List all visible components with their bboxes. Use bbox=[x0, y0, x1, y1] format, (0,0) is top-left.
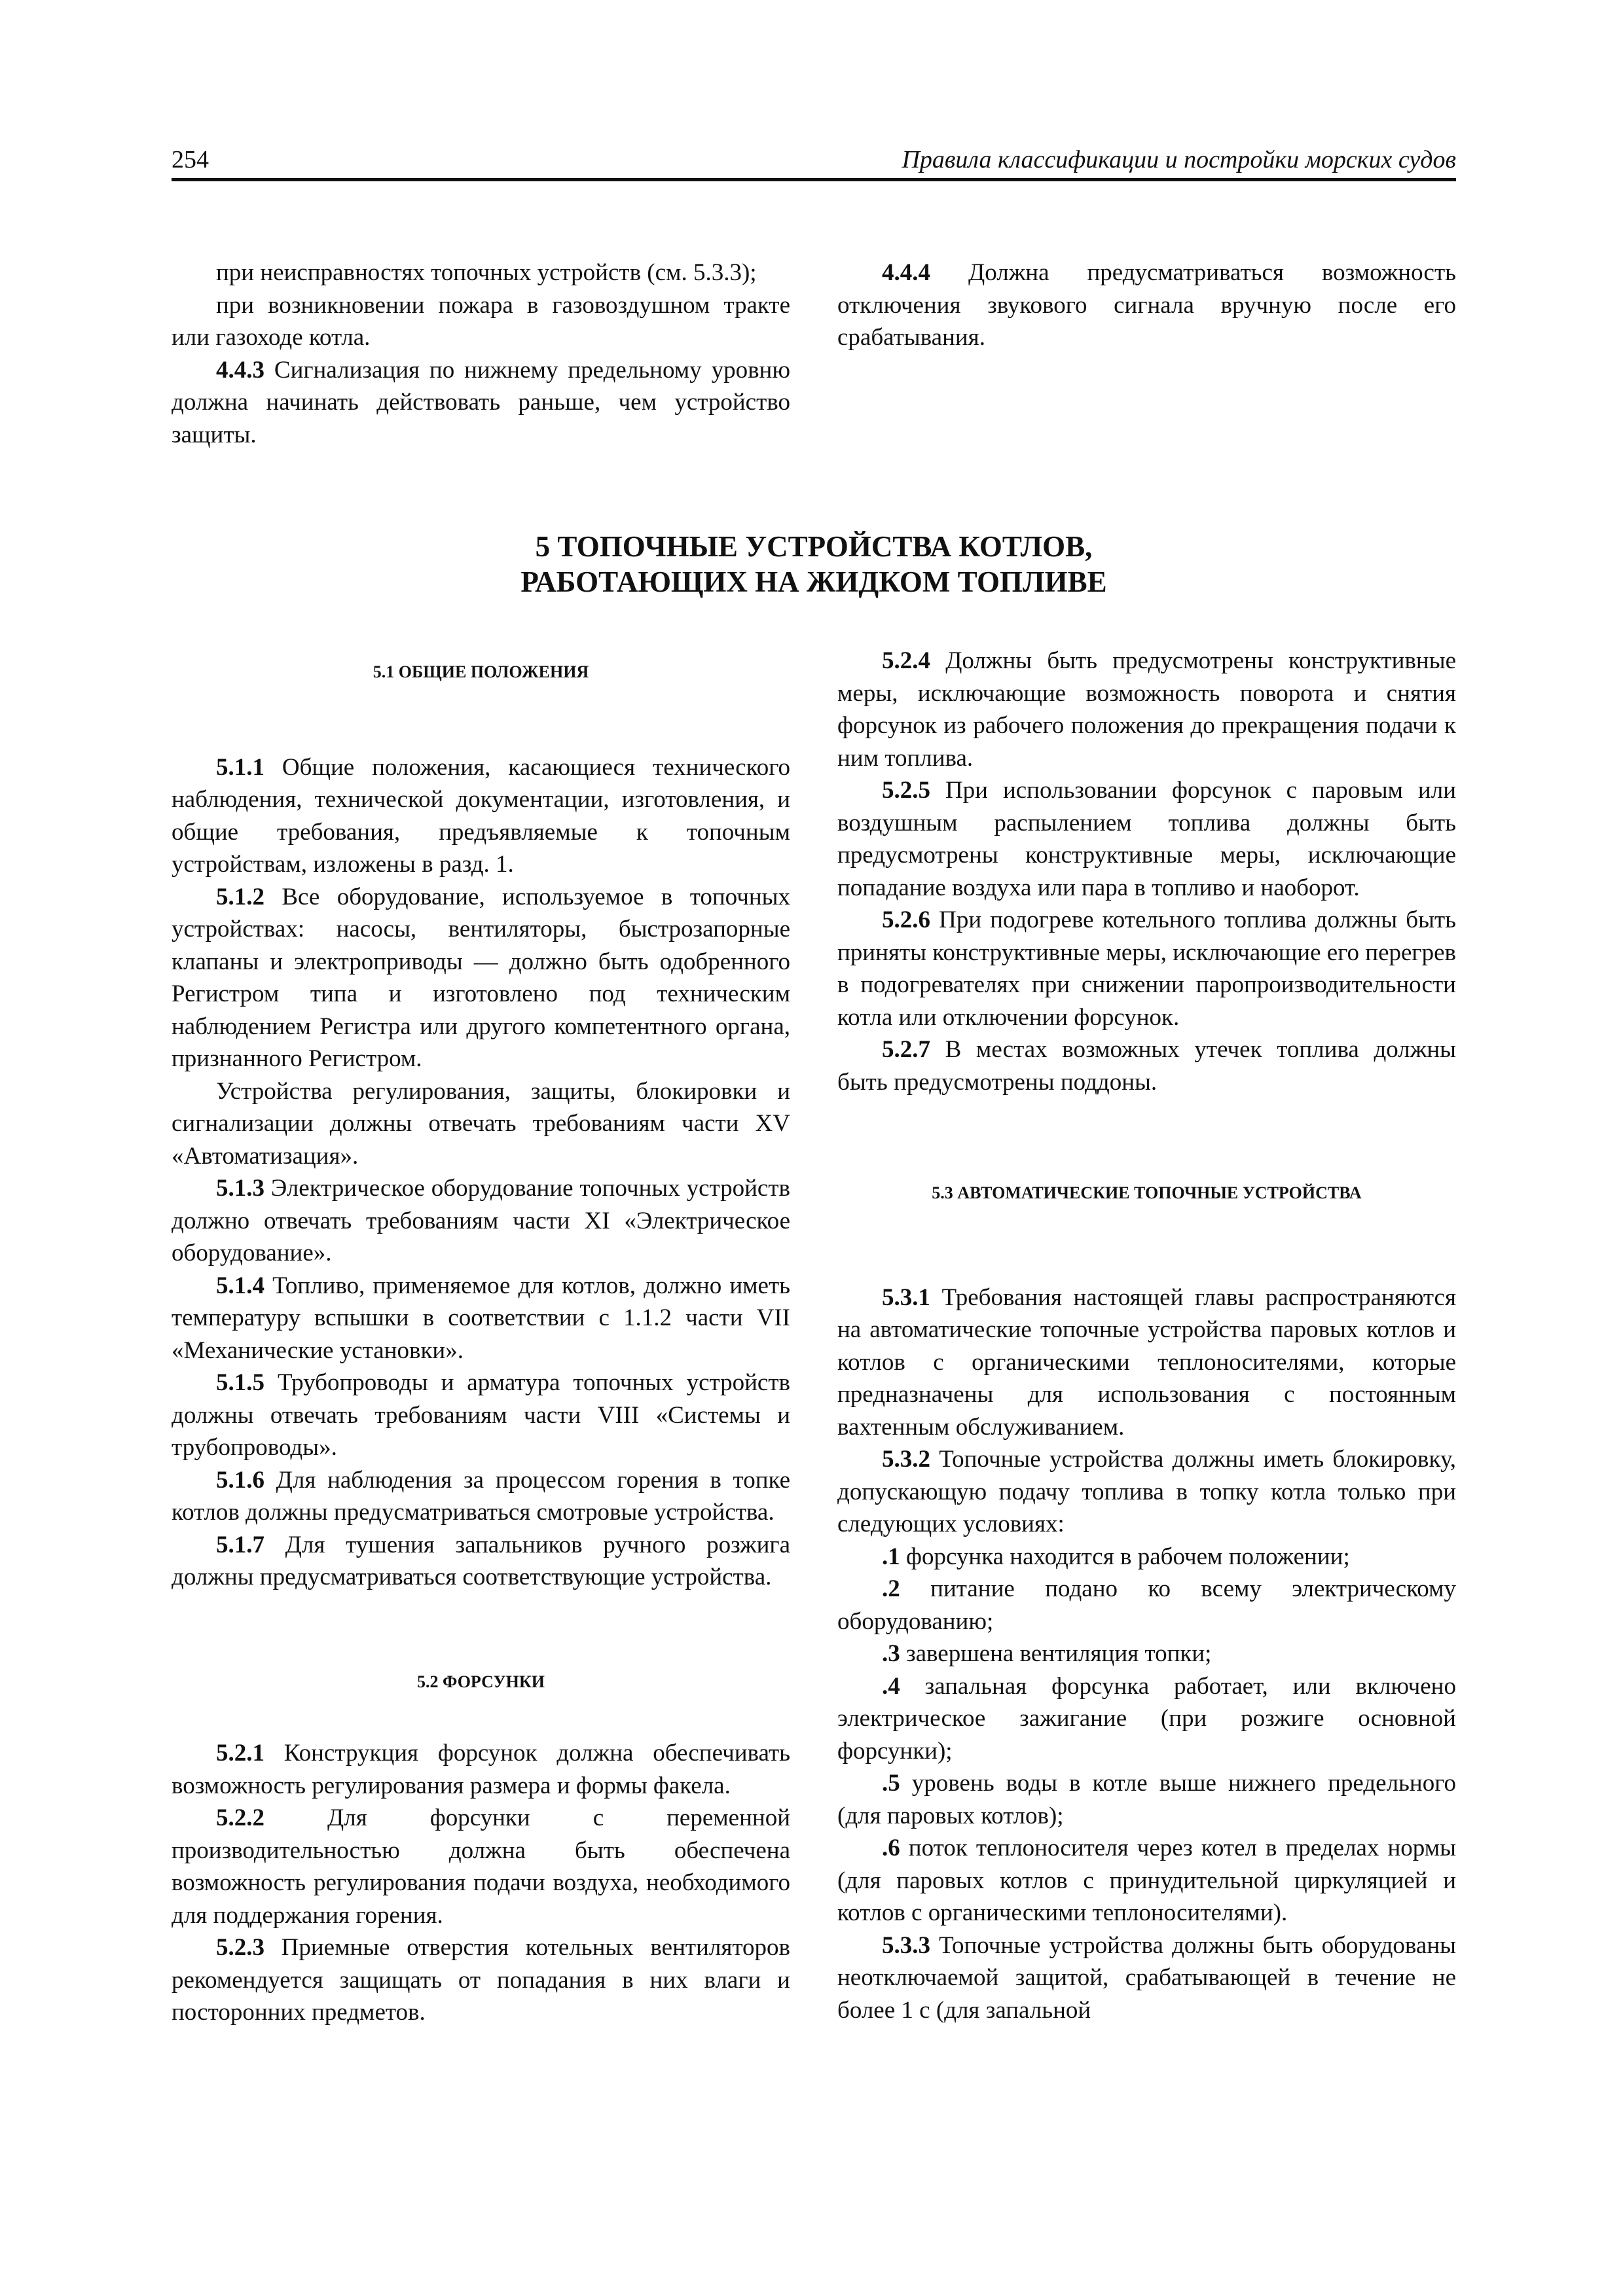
paragraph-5-1-5: 5.1.5 Трубопроводы и арматура топочных устройств должны отвечать требованиям части VIII «Системы и трубопроводы». bbox=[172, 1369, 790, 1461]
paragraph-5-1-2: 5.1.2 Все оборудование, используемое в топочных устройствах: насосы, вентиляторы, быстрозапорные клапаны и электроприводы — должно быть одобренного Регистром типа и изготовлено под техническим наблюдением Регистра или другого компетентного органа, признанного Регистром. bbox=[172, 883, 790, 1072]
section-title-5-1: 5.1 ОБЩИЕ ПОЛОЖЕНИЯ bbox=[373, 662, 589, 681]
top-left-column bbox=[172, 257, 790, 451]
top-right-column bbox=[837, 257, 1456, 354]
paragraph-5-1-6: 5.1.6 Для наблюдения за процессом горения в топке котлов должны предусматриваться смотровые устройства. bbox=[172, 1466, 790, 1526]
chapter-title bbox=[172, 529, 1456, 600]
list-item: .6 поток теплоносителя через котел в пределах нормы (для паровых котлов с принудительной циркуляцией и котлов с органическими теплоносителями). bbox=[837, 1835, 1456, 1926]
paragraph-5-2-3: 5.2.3 Приемные отверстия котельных вентиляторов рекомендуется защищать от попадания в них влаги и посторонних предметов. bbox=[172, 1934, 790, 2026]
paragraph-5-1-7: 5.1.7 Для тушения запальников ручного розжига должны предусматриваться соответствующие устройства. bbox=[172, 1531, 790, 1590]
paragraph-5-2-4: 5.2.4 Должны быть предусмотрены конструктивные меры, исключающие возможность поворота и снятия форсунок из рабочего положения до прекращения подачи к ним топлива. bbox=[837, 647, 1456, 772]
running-title: Правила классификации и постройки морских судов bbox=[902, 146, 1456, 173]
paragraph-5-1-4: 5.1.4 Топливо, применяемое для котлов, должно иметь температуру вспышки в соответствии с 1.1.2 части VII «Механические установки». bbox=[172, 1272, 790, 1364]
paragraph-5-2-5: 5.2.5 При использовании форсунок с паровым или воздушным распылением топлива должны быть предусмотрены конструктивные меры, исключающие попадание воздуха или пара в топливо и наоборот. bbox=[837, 777, 1456, 901]
page-number: 254 bbox=[172, 146, 209, 173]
paragraph-5-2-2: 5.2.2 Для форсунки с переменной производительностью должна быть обеспечена возможность регулирования подачи воздуха, необходимого для поддержания горения. bbox=[172, 1804, 790, 1929]
list-item: при неисправностях топочных устройств (см. 5.3.3); bbox=[216, 259, 757, 286]
paragraph-5-3-2: 5.3.2 Топочные устройства должны иметь блокировку, допускающую подачу топлива в топку котла только при следующих условиях: bbox=[837, 1446, 1456, 1537]
paragraph-5-2-7: 5.2.7 В местах возможных утечек топлива должны быть предусмотрены поддоны. bbox=[837, 1036, 1456, 1096]
right-column bbox=[837, 645, 1456, 2026]
paragraph-5-3-1: 5.3.1 Требования настоящей главы распространяются на автоматические топочные устройства паровых котлов и котлов с органическими теплоносителями, которые предназначены для использования с постоянным вахтенным обслуживанием. bbox=[837, 1283, 1456, 1441]
page-header bbox=[172, 145, 1456, 181]
list-item: .3 завершена вентиляция топки; bbox=[882, 1640, 1212, 1667]
section-title-5-2: 5.2 ФОРСУНКИ bbox=[417, 1672, 545, 1691]
list-item: .5 уровень воды в котле выше нижнего предельного (для паровых котлов); bbox=[837, 1770, 1456, 1829]
paragraph-5-1-1: 5.1.1 Общие положения, касающиеся технического наблюдения, технической документации, изготовления, и общие требования, предъявляемые к топочным устройствам, изложены в разд. 1. bbox=[172, 753, 790, 878]
paragraph-5-2-1: 5.2.1 Конструкция форсунок должна обеспечивать возможность регулирования размера и формы факела. bbox=[172, 1740, 790, 1799]
paragraph-5-1-2-cont: Устройства регулирования, защиты, блокировки и сигнализации должны отвечать требованиям части XV «Автоматизация». bbox=[172, 1077, 790, 1170]
chapter-title-line: РАБОТАЮЩИХ НА ЖИДКОМ ТОПЛИВЕ bbox=[520, 565, 1107, 598]
list-item: .2 питание подано ко всему электрическому оборудованию; bbox=[837, 1575, 1456, 1635]
paragraph-4-4-4: 4.4.4 Должна предусматриваться возможность отключения звукового сигнала вручную после его срабатывания. bbox=[837, 259, 1456, 351]
chapter-title-line: 5 ТОПОЧНЫЕ УСТРОЙСТВА КОТЛОВ, bbox=[535, 530, 1093, 563]
list-item: .1 форсунка находится в рабочем положении; bbox=[882, 1543, 1350, 1570]
paragraph-5-1-3: 5.1.3 Электрическое оборудование топочных устройств должно отвечать требованиям части XI «Электрическое оборудование». bbox=[172, 1175, 790, 1266]
paragraph-5-2-6: 5.2.6 При подогреве котельного топлива должны быть приняты конструктивные меры, исключающие его перегрев в подогревателях при снижении паропроизводительности котла или отключении форсунок. bbox=[837, 906, 1456, 1031]
list-item: при возникновении пожара в газовоздушном тракте или газоходе котла. bbox=[172, 291, 790, 351]
paragraph-5-3-3: 5.3.3 Топочные устройства должны быть оборудованы неотключаемой защитой, срабатывающей в течение не более 1 с (для запальной bbox=[837, 1931, 1456, 2024]
left-column bbox=[172, 656, 790, 2029]
paragraph-4-4-3: 4.4.3 Сигнализация по нижнему предельному уровню должна начинать действовать раньше, чем устройство защиты. bbox=[172, 356, 790, 448]
section-title-5-3: 5.3 АВТОМАТИЧЕСКИЕ ТОПОЧНЫЕ УСТРОЙСТВА bbox=[932, 1183, 1362, 1202]
list-item: .4 запальная форсунка работает, или включено электрическое зажигание (при розжиге основной форсунки); bbox=[837, 1672, 1456, 1765]
